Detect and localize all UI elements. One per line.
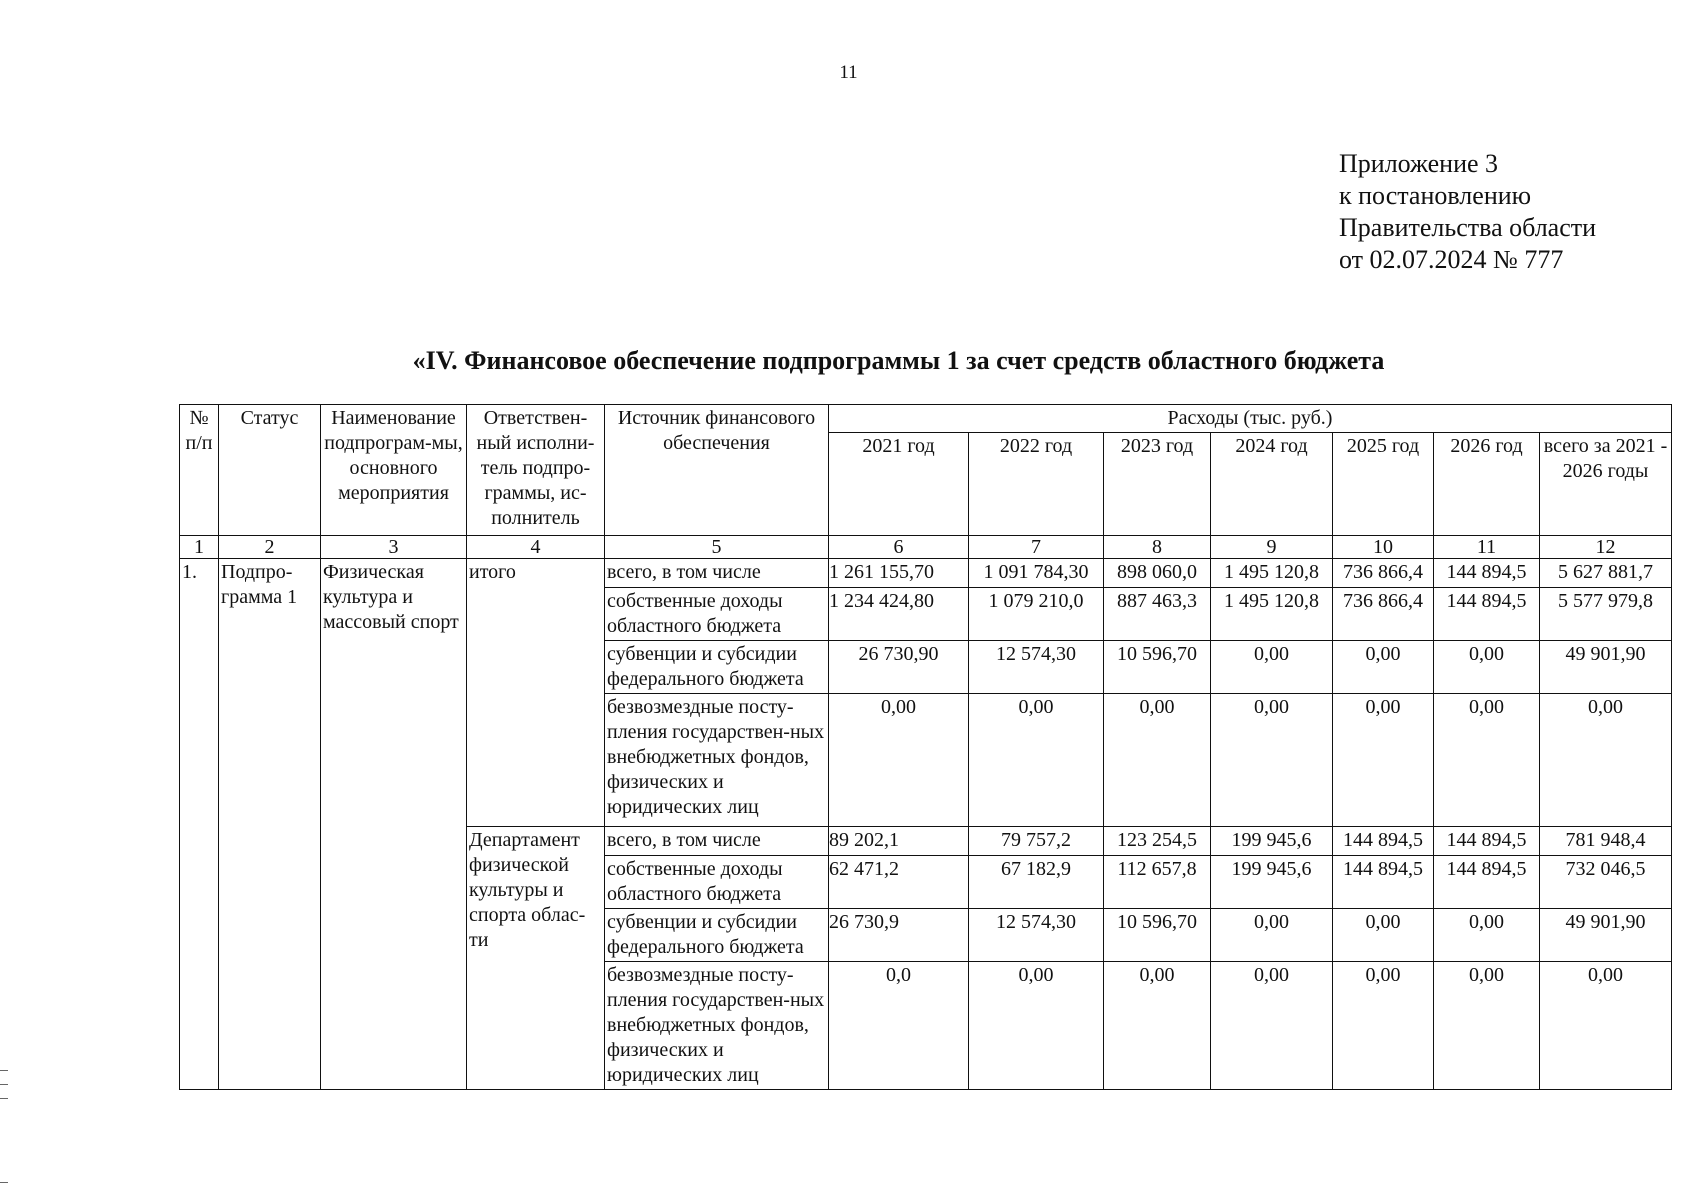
value-cell: 898 060,0 [1104,559,1211,588]
column-index: 8 [1104,536,1211,559]
row-source: безвозмездные посту-пления государствен-ных внебюджетных фондов, физических и юридических лиц [605,694,829,827]
appendix-line: Приложение 3 [1339,149,1499,178]
value-cell: 1 234 424,80 [829,588,969,641]
value-cell: 144 894,5 [1434,559,1540,588]
value-cell: 49 901,90 [1540,909,1672,962]
appendix-block [1339,148,1596,276]
value-cell: 1 495 120,8 [1211,588,1333,641]
column-index: 10 [1333,536,1434,559]
value-cell: 0,00 [1333,909,1434,962]
row-number: 1. [180,559,219,1090]
value-cell: 1 261 155,70 [829,559,969,588]
value-cell: 0,00 [1333,962,1434,1090]
row-status: Подпро-грамма 1 [219,559,321,1090]
margin-mark [0,1084,8,1085]
value-cell: 62 471,2 [829,856,969,909]
value-cell: 0,00 [1211,962,1333,1090]
header-year-2026: 2026 год [1434,433,1540,536]
header-name: Наименование подпрограм-мы, основного мероприятия [321,405,467,536]
margin-mark [0,1098,8,1099]
margin-mark [0,1070,8,1071]
margin-mark [0,1182,8,1183]
column-index: 12 [1540,536,1672,559]
row-source: субвенции и субсидии федерального бюджета [605,641,829,694]
header-year-2022: 2022 год [969,433,1104,536]
value-cell: 0,00 [1211,694,1333,827]
column-index: 2 [219,536,321,559]
value-cell: 0,00 [1540,962,1672,1090]
header-status: Статус [219,405,321,536]
value-cell: 0,00 [1434,641,1540,694]
value-cell: 781 948,4 [1540,827,1672,856]
value-cell: 26 730,9 [829,909,969,962]
value-cell: 10 596,70 [1104,641,1211,694]
value-cell: 67 182,9 [969,856,1104,909]
value-cell: 1 091 784,30 [969,559,1104,588]
value-cell: 199 945,6 [1211,856,1333,909]
row-executor: Департамент физической культуры и спорта облас-ти [467,827,605,1090]
header-source: Источник финансового обеспечения [605,405,829,536]
header-total: всего за 2021 - 2026 годы [1540,433,1672,536]
header-no: № п/п [180,405,219,536]
value-cell: 1 079 210,0 [969,588,1104,641]
value-cell: 5 577 979,8 [1540,588,1672,641]
column-index: 5 [605,536,829,559]
value-cell: 144 894,5 [1434,588,1540,641]
value-cell: 123 254,5 [1104,827,1211,856]
row-source: всего, в том числе [605,827,829,856]
row-executor: итого [467,559,605,827]
value-cell: 0,0 [829,962,969,1090]
value-cell: 0,00 [1434,962,1540,1090]
column-index: 7 [969,536,1104,559]
row-source: субвенции и субсидии федерального бюджета [605,909,829,962]
column-index: 3 [321,536,467,559]
document-title: «IV. Финансовое обеспечение подпрограммы 1 за счет средств областного бюджета [412,346,1385,375]
page-number: 11 [839,62,858,83]
header-year-2021: 2021 год [829,433,969,536]
value-cell: 0,00 [969,962,1104,1090]
value-cell: 0,00 [1333,641,1434,694]
value-cell: 0,00 [1104,962,1211,1090]
value-cell: 49 901,90 [1540,641,1672,694]
value-cell: 144 894,5 [1434,856,1540,909]
column-index: 6 [829,536,969,559]
header-executor: Ответствен-ный исполни-тель подпро-граммы, ис-полнитель [467,405,605,536]
value-cell: 0,00 [1540,694,1672,827]
value-cell: 1 495 120,8 [1211,559,1333,588]
value-cell: 887 463,3 [1104,588,1211,641]
appendix-line: от 02.07.2024 № 777 [1339,245,1564,274]
financing-table [179,404,1672,1090]
row-source: собственные доходы областного бюджета [605,856,829,909]
value-cell: 0,00 [1434,909,1540,962]
value-cell: 12 574,30 [969,641,1104,694]
row-source: всего, в том числе [605,559,829,588]
value-cell: 89 202,1 [829,827,969,856]
value-cell: 732 046,5 [1540,856,1672,909]
value-cell: 0,00 [829,694,969,827]
row-source: безвозмездные посту-пления государствен-ных внебюджетных фондов, физических и юридических лиц [605,962,829,1090]
value-cell: 0,00 [1333,694,1434,827]
header-year-2025: 2025 год [1333,433,1434,536]
column-index: 11 [1434,536,1540,559]
value-cell: 79 757,2 [969,827,1104,856]
value-cell: 112 657,8 [1104,856,1211,909]
value-cell: 199 945,6 [1211,827,1333,856]
appendix-line: к постановлению [1339,181,1532,210]
value-cell: 0,00 [1211,641,1333,694]
value-cell: 12 574,30 [969,909,1104,962]
row-source: собственные доходы областного бюджета [605,588,829,641]
header-expenses: Расходы (тыс. руб.) [829,405,1672,433]
value-cell: 0,00 [1104,694,1211,827]
value-cell: 26 730,90 [829,641,969,694]
value-cell: 0,00 [1211,909,1333,962]
column-index: 9 [1211,536,1333,559]
header-year-2023: 2023 год [1104,433,1211,536]
value-cell: 736 866,4 [1333,559,1434,588]
column-index: 4 [467,536,605,559]
value-cell: 0,00 [969,694,1104,827]
value-cell: 10 596,70 [1104,909,1211,962]
value-cell: 0,00 [1434,694,1540,827]
value-cell: 144 894,5 [1333,827,1434,856]
value-cell: 5 627 881,7 [1540,559,1672,588]
header-year-2024: 2024 год [1211,433,1333,536]
value-cell: 144 894,5 [1434,827,1540,856]
value-cell: 736 866,4 [1333,588,1434,641]
value-cell: 144 894,5 [1333,856,1434,909]
row-name: Физическая культура и массовый спорт [321,559,467,1090]
appendix-line: Правительства области [1339,213,1597,242]
column-index: 1 [180,536,219,559]
